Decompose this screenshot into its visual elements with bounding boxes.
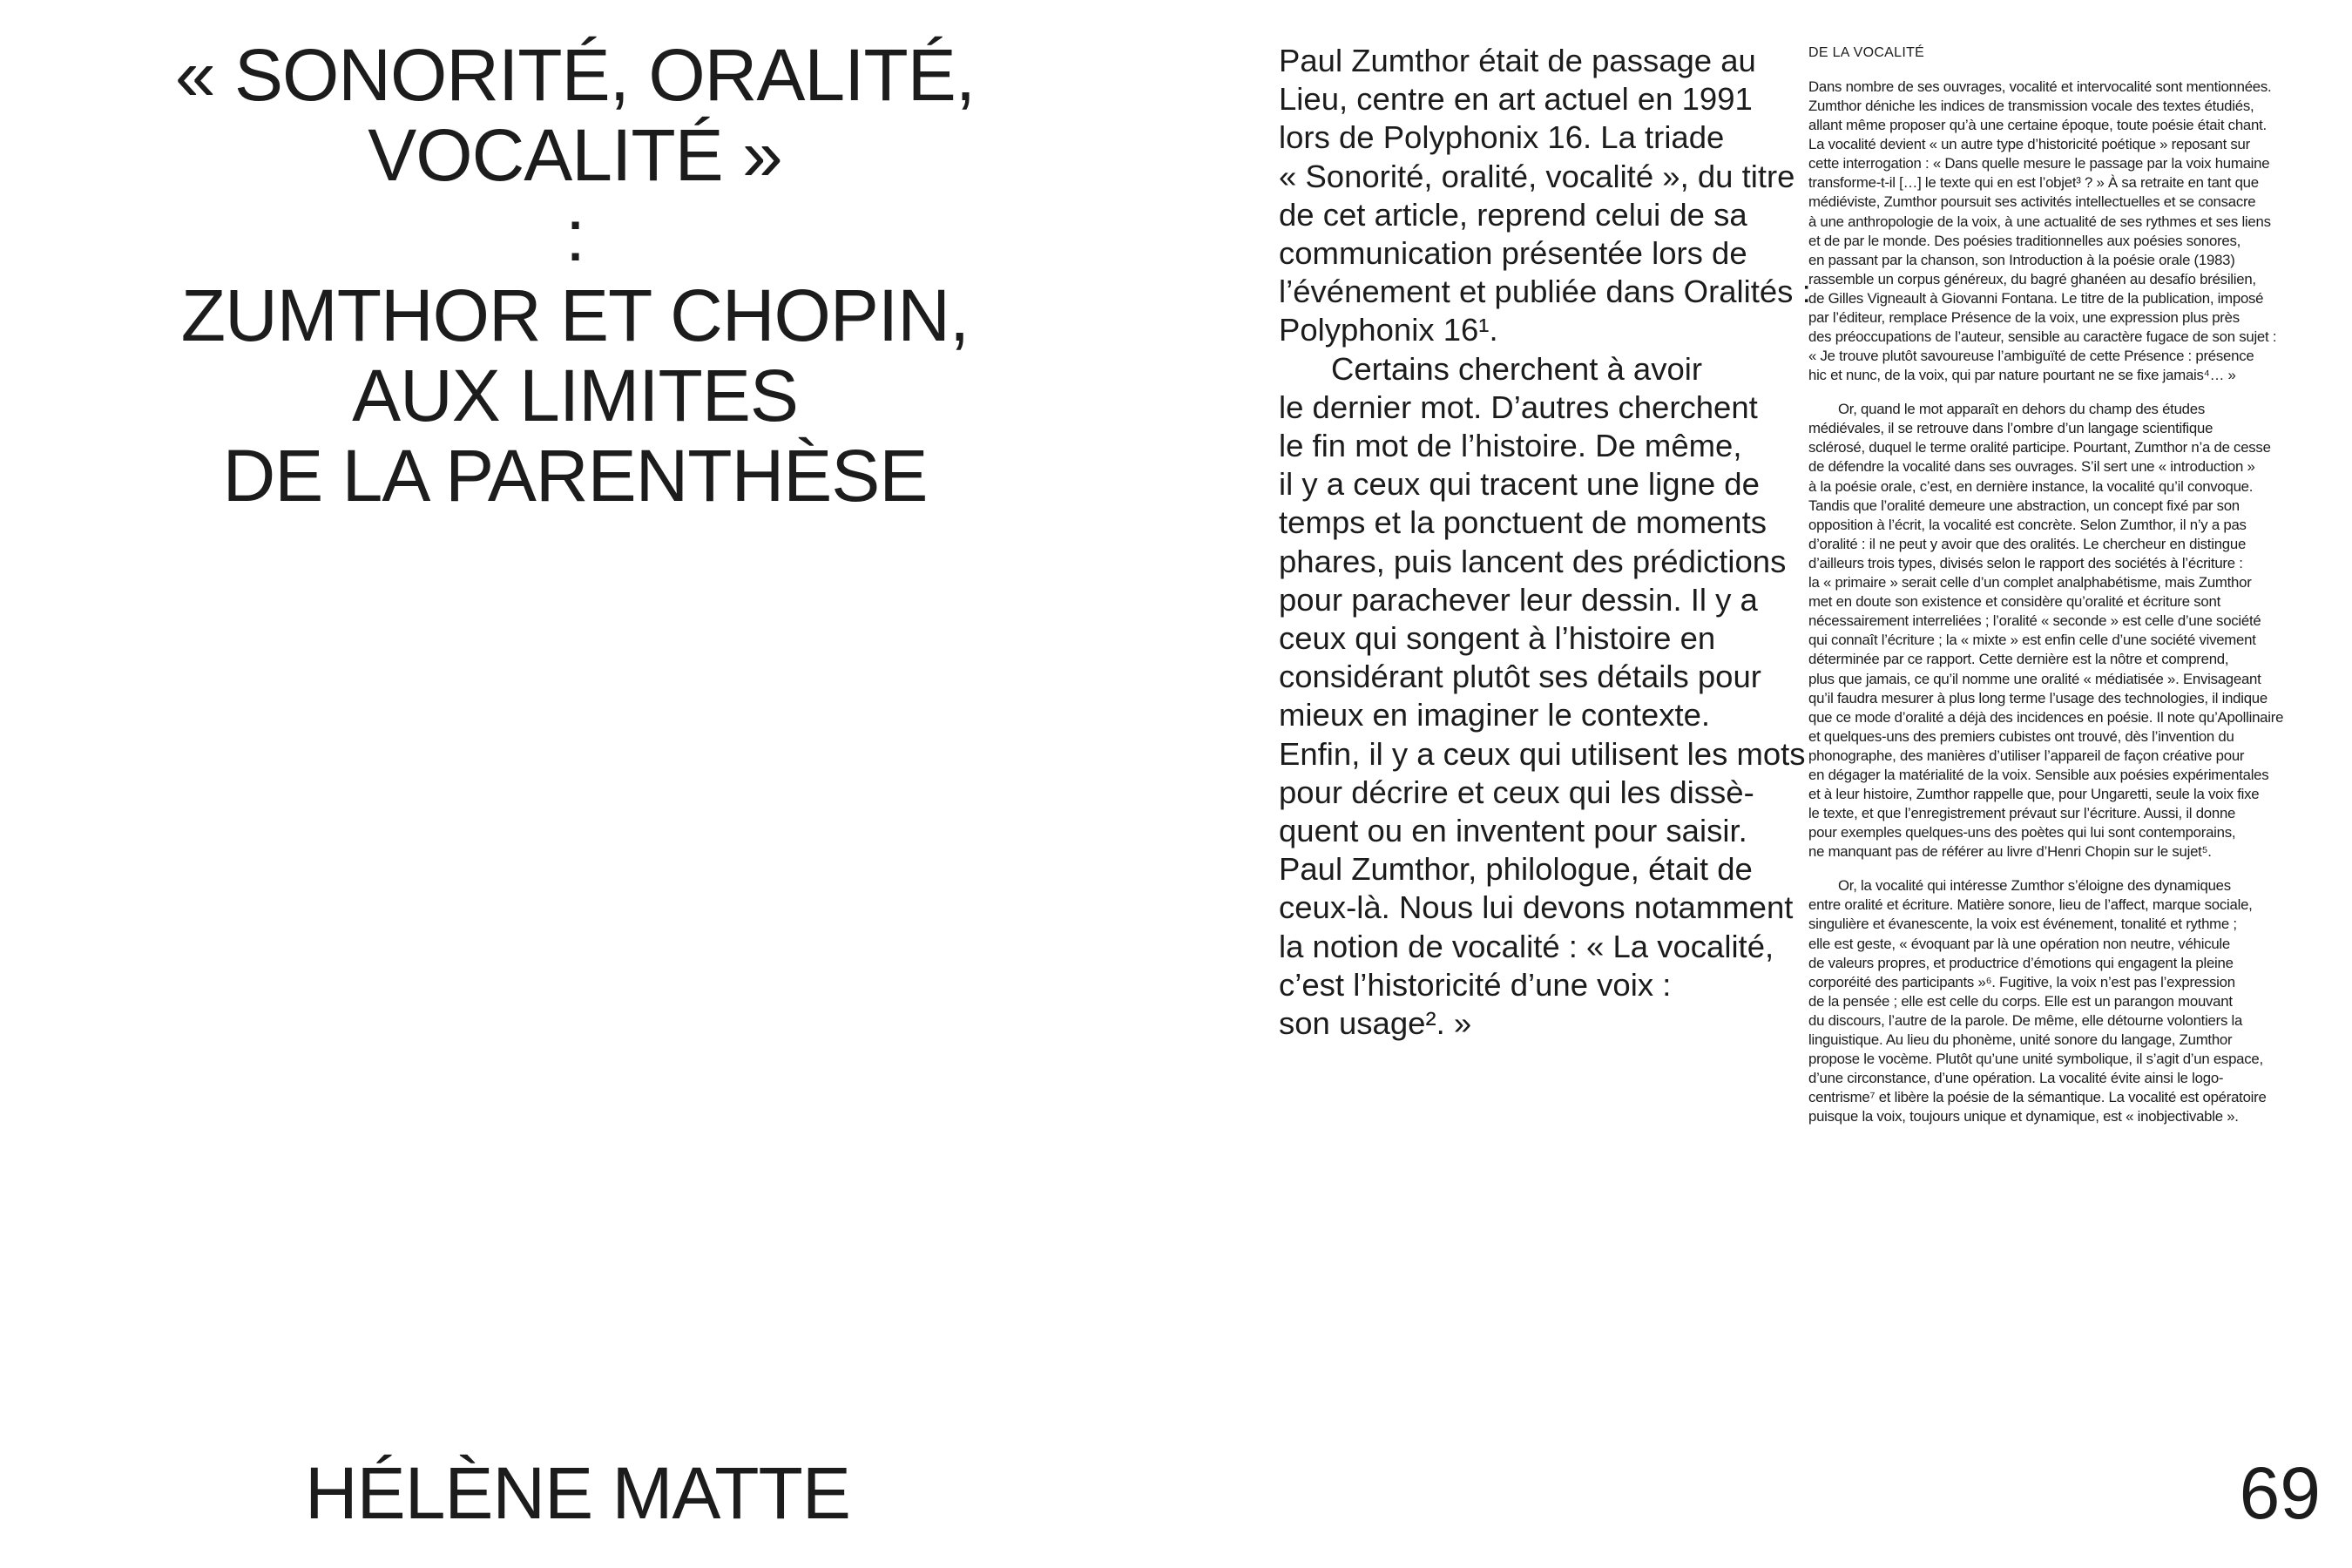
title-line: « SONORITÉ, ORALITÉ, [174, 34, 976, 116]
sidebar-paragraph [1808, 78, 2322, 386]
text-line: des préoccupations de l’auteur, sensible au caractère fugace de son sujet : [1808, 328, 2277, 346]
sidebar-body [1808, 78, 2322, 1127]
text-line: du discours, l’autre de la parole. De même, elle détourne volontiers la [1808, 1011, 2243, 1029]
title-line: AUX LIMITES [352, 355, 798, 436]
sidebar-paragraph [1808, 400, 2322, 862]
text-line: c’est l’historicité d’une voix : [1279, 966, 1672, 1003]
text-line: Lieu, centre en art actuel en 1991 [1279, 81, 1753, 118]
text-line: et de par le monde. Des poésies traditionnelles aux poésies sonores, [1808, 232, 2241, 249]
sidebar-paragraph [1808, 876, 2322, 1126]
text-line: cette interrogation : « Dans quelle mesure le passage par la voix humaine [1808, 155, 2270, 172]
body-paragraph [1279, 42, 1811, 350]
text-line: Tandis que l’oralité demeure une abstraction, un concept fixé par son [1808, 497, 2240, 514]
text-line: d’ailleurs trois types, divisés selon le rapport des sociétés à l’écriture : [1808, 554, 2243, 571]
text-line: et quelques-uns des premiers cubistes ont trouvé, dès l’invention du [1808, 727, 2234, 745]
sidebar-heading: DE LA VOCALITÉ [1808, 45, 1925, 60]
text-line: nécessairement interreliées ; l’oralité « seconde » est celle d’une société [1808, 612, 2261, 630]
text-line: pour exemples quelques-uns des poètes qui lui sont contemporains, [1808, 824, 2236, 841]
text-line: de Gilles Vigneault à Giovanni Fontana. Le titre de la publication, imposé [1808, 289, 2264, 307]
text-line: temps et la ponctuent de moments [1279, 504, 1767, 541]
title-line: : [564, 194, 585, 276]
text-line: déterminée par ce rapport. Cette dernière est la nôtre et comprend, [1808, 651, 2229, 668]
text-line: en dégager la matérialité de la voix. Sensible aux poésies expérimentales [1808, 766, 2269, 783]
text-line: que ce mode d’oralité a déjà des incidences en poésie. Il note qu’Apollinaire [1808, 708, 2284, 726]
text-line: Paul Zumthor, philologue, était de [1279, 851, 1753, 888]
text-line: Certains cherchent à avoir [1331, 350, 1703, 387]
text-line: met en doute son existence et considère qu’oralité et écriture sont [1808, 593, 2220, 611]
text-line: « Je trouve plutôt savoureuse l’ambiguïté de cette Présence : présence [1808, 348, 2254, 365]
text-line: allant même proposer qu’à une certaine époque, toute poésie était chant. [1808, 117, 2267, 134]
text-line: médiéviste, Zumthor poursuit ses activités intellectuelles et se consacre [1808, 193, 2256, 211]
text-line: de la pensée ; elle est celle du corps. Elle est un parangon mouvant [1808, 992, 2233, 1010]
main-body-column [1279, 42, 1811, 1043]
text-line: « Sonorité, oralité, vocalité », du titre [1279, 158, 1795, 194]
text-line: mieux en imaginer le contexte. [1279, 697, 1711, 733]
text-line: hic et nunc, de la voix, qui par nature pourtant ne se fixe jamais⁴… » [1808, 367, 2236, 384]
text-line: opposition à l’écrit, la vocalité est concrète. Selon Zumthor, il n’y a pas [1808, 516, 2247, 533]
text-line: le fin mot de l’histoire. De même, [1279, 428, 1742, 464]
text-line: de défendre la vocalité dans ses ouvrages. S’il sert une « introduction » [1808, 458, 2255, 476]
text-line: singulière et évanescente, la voix est événement, tonalité et rythme ; [1808, 916, 2237, 933]
text-line: Or, la vocalité qui intéresse Zumthor s’éloigne des dynamiques [1838, 877, 2231, 895]
title-line: VOCALITÉ » [368, 114, 782, 196]
text-line: propose le vocème. Plutôt qu’une unité symbolique, il s’agit d’un espace, [1808, 1051, 2263, 1068]
text-line: et à leur histoire, Zumthor rappelle que, pour Ungaretti, seule la voix fixe [1808, 786, 2260, 803]
text-line: pour parachever leur dessin. Il y a [1279, 581, 1758, 618]
text-line: linguistique. Au lieu du phonème, unité sonore du langage, Zumthor [1808, 1031, 2233, 1048]
text-line: plus que jamais, ce qu’il nomme une oralité « médiatisée ». Envisageant [1808, 670, 2261, 687]
text-line: considérant plutôt ses détails pour [1279, 659, 1761, 695]
text-line: d’oralité : il ne peut y avoir que des oralités. Le chercheur en distingue [1808, 535, 2247, 552]
text-line: Or, quand le mot apparaît en dehors du champ des études [1838, 401, 2205, 418]
text-line: la notion de vocalité : « La vocalité, [1279, 928, 1774, 964]
title-line: DE LA PARENTHÈSE [222, 435, 928, 517]
text-line: en passant par la chanson, son Introduction à la poésie orale (1983) [1808, 251, 2235, 268]
body-paragraph [1279, 350, 1806, 1044]
text-line: Enfin, il y a ceux qui utilisent les mots [1279, 735, 1806, 772]
text-line: ne manquant pas de référer au livre d’Henri Chopin sur le sujet⁵. [1808, 843, 2212, 861]
sidebar-column [1808, 44, 2322, 1141]
text-line: qui connaît l’écriture ; la « mixte » est enfin celle d’une société vivement [1808, 632, 2256, 649]
text-line: son usage². » [1279, 1005, 1472, 1042]
text-line: ceux-là. Nous lui devons notamment [1279, 889, 1794, 926]
text-line: de cet article, reprend celui de sa [1279, 196, 1747, 233]
text-line: La vocalité devient « un autre type d’historicité poétique » reposant sur [1808, 136, 2250, 153]
text-line: quent ou en inventent pour saisir. [1279, 813, 1747, 849]
text-line: centrisme⁷ et libère la poésie de la sémantique. La vocalité est opératoire [1808, 1089, 2267, 1106]
title-line: ZUMTHOR ET CHOPIN, [180, 274, 970, 356]
text-line: Paul Zumthor était de passage au [1279, 43, 1756, 78]
text-line: l’événement et publiée dans Oralités : [1279, 274, 1811, 310]
text-line: Polyphonix 16¹. [1279, 312, 1498, 348]
article-title [105, 35, 1045, 516]
text-line: transforme-t-il […] le texte qui en est l’objet³ ? » À sa retraite en tant que [1808, 174, 2259, 192]
text-line: corporéité des participants »⁶. Fugitive, la voix n’est pas l’expression [1808, 973, 2235, 990]
text-line: elle est geste, « évoquant par là une opération non neutre, véhicule [1808, 935, 2230, 952]
text-line: le texte, et que l’enregistrement prévaut sur l’écriture. Aussi, il donne [1808, 805, 2236, 822]
text-line: Dans nombre de ses ouvrages, vocalité et intervocalité sont mentionnées. [1808, 78, 2272, 95]
text-line: médiévales, il se retrouve dans l’ombre d’un langage scientifique [1808, 420, 2213, 437]
text-line: la « primaire » serait celle d’un complet analphabétisme, mais Zumthor [1808, 574, 2252, 591]
text-line: le dernier mot. D’autres cherchent [1279, 389, 1758, 425]
text-line: qu’il faudra mesurer à plus long terme l’usage des technologies, il indique [1808, 689, 2268, 706]
text-line: phonographe, des manières d’utiliser l’appareil de façon créative pour [1808, 747, 2245, 764]
author-name: HÉLÈNE MATTE [305, 1452, 850, 1534]
text-line: à une anthropologie de la voix, à une actualité de ses rythmes et ses liens [1808, 213, 2271, 230]
text-line: Zumthor déniche les indices de transmission vocale des textes étudiés, [1808, 97, 2254, 114]
text-line: il y a ceux qui tracent une ligne de [1279, 466, 1760, 503]
page-number: 69 [2239, 1452, 2321, 1534]
text-line: entre oralité et écriture. Matière sonore, lieu de l’affect, marque sociale, [1808, 896, 2253, 914]
text-line: puisque la voix, toujours unique et dynamique, est « inobjectivable ». [1808, 1108, 2239, 1125]
text-line: rassemble un corpus généreux, du bagré ghanéen au desafío brésilien, [1808, 270, 2256, 287]
text-line: ceux qui songent à l’histoire en [1279, 620, 1716, 657]
text-line: d’une circonstance, d’une opération. La vocalité évite ainsi le logo- [1808, 1070, 2224, 1087]
text-line: communication présentée lors de [1279, 235, 1747, 272]
text-line: pour décrire et ceux qui les dissè- [1279, 774, 1754, 810]
text-line: phares, puis lancent des prédictions [1279, 543, 1787, 579]
text-line: sclérosé, duquel le terme oralité participe. Pourtant, Zumthor n’a de cesse [1808, 439, 2271, 456]
text-line: à la poésie orale, c’est, en dernière instance, la vocalité qu’il convoque. [1808, 477, 2254, 495]
text-line: de valeurs propres, et productrice d’émotions qui engagent la pleine [1808, 954, 2234, 971]
text-line: lors de Polyphonix 16. La triade [1279, 119, 1725, 156]
text-line: par l’éditeur, remplace Présence de la voix, une expression plus près [1808, 309, 2240, 327]
